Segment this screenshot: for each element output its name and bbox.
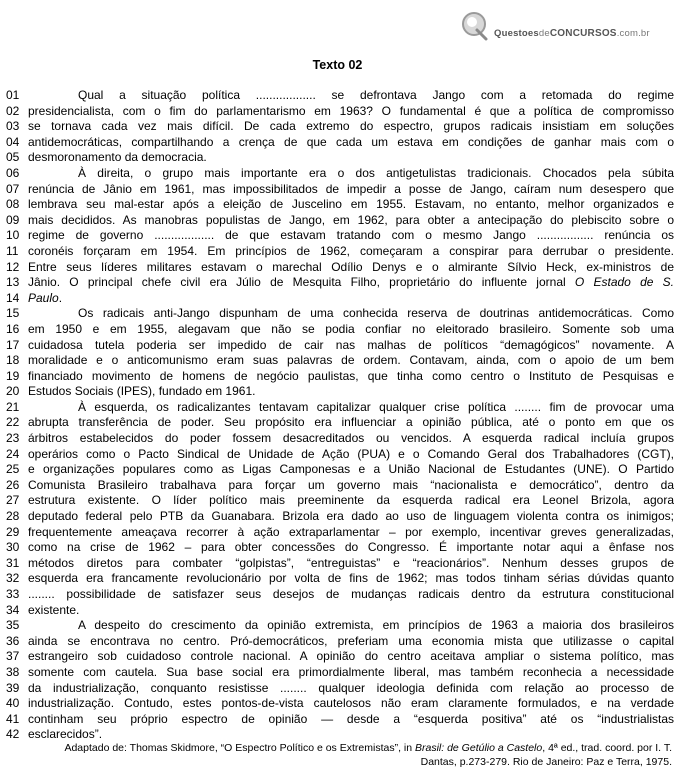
line-number: 36 — [6, 633, 20, 648]
line-text: Entre seus líderes militares estavam o marechal Odílio Denys e o almirante Sílvio Heck, ex-ministros de — [28, 259, 674, 274]
text-line — [6, 727, 674, 743]
text-line — [6, 400, 674, 416]
text-body — [6, 88, 674, 743]
line-text: ainda se encontrava no centro. Pró-democráticos, preferiam uma economia mista que utilizasse o capital — [28, 633, 674, 648]
text-line — [6, 431, 674, 447]
line-number: 22 — [6, 415, 20, 430]
line-number: 24 — [6, 446, 20, 461]
text-line — [6, 275, 674, 291]
line-text: Paulo. — [28, 290, 63, 305]
line-text: Comunista Brasileiro trabalhava para forçar um governo mais “nacionalista e democrático”, dentro da — [28, 477, 674, 492]
line-text: presidencialista, com o fim do parlamentarismo em 1963? O fundamental é que a política de compromisso — [28, 103, 674, 118]
text-line — [6, 306, 674, 322]
line-number: 04 — [6, 134, 20, 149]
line-number: 02 — [6, 103, 20, 118]
line-text: continham seu próprio espectro de opinião — desde a “esquerda positiva” até os “industrialistas — [28, 711, 674, 726]
line-text: cuidadosa tutela poderia ser impedido de cair nas malhas de políticos “demagógicos” novamente. A — [28, 337, 674, 352]
line-number: 34 — [6, 602, 20, 617]
logo-text-prefix: Questoes — [494, 28, 539, 39]
line-number: 29 — [6, 524, 20, 539]
line-text: financiado movimento de homens de negócio paulistas, que tinha como centro o Instituto de Pesquisas e — [28, 368, 674, 383]
line-text: desmoronamento da democracia. — [28, 150, 207, 165]
line-text: da industrialização, conquanto resistisse ........ qualquer ideologia definida com relação ao processo de — [28, 680, 674, 695]
line-number: 08 — [6, 197, 20, 212]
line-number: 23 — [6, 431, 20, 446]
line-number: 10 — [6, 228, 20, 243]
line-number: 09 — [6, 212, 20, 227]
line-text: em 1950 e em 1955, alegavam que não se podia confiar no eleitorado brasileiro. Somente sob uma — [28, 321, 674, 336]
line-text: esclarecidos”. — [28, 727, 103, 742]
line-text: mais decididos. As manobras populistas de Jango, em 1962, para obter a antecipação do plebiscito sobre o — [28, 212, 674, 227]
text-line — [6, 197, 674, 213]
logo-text — [494, 28, 650, 39]
text-line — [6, 618, 674, 634]
text-line — [6, 696, 674, 712]
text-line — [6, 509, 674, 525]
source-line-2: Dantas, p.273-279. Rio de Janeiro: Paz e Terra, 1975. — [420, 755, 672, 768]
source-rest: , 4ª ed., trad. coord. por I. T. — [542, 742, 672, 754]
line-number: 11 — [6, 243, 19, 258]
line-text: se tornava cada vez mais difícil. De cada extremo do espectro, grupos radicais insistiam em soluções — [28, 119, 674, 134]
text-line — [6, 353, 674, 369]
line-text: abrupta transferência de poder. Seu propósito era influenciar a opinião pública, até o ponto em que os — [28, 415, 674, 430]
line-number: 35 — [6, 618, 20, 633]
line-number: 39 — [6, 680, 20, 695]
logo-mark-icon — [460, 10, 490, 42]
text-line — [6, 603, 674, 619]
text-line — [6, 649, 674, 665]
line-text: À direita, o grupo mais importante era o dos antigetulistas tradicionais. Chocados pela súbita — [78, 165, 674, 180]
text-line — [6, 213, 674, 229]
logo-text-main: CONCURSOS — [549, 28, 617, 39]
line-number: 37 — [6, 649, 20, 664]
line-text: renúncia de Jânio em 1961, mas impossibilitados de impedir a posse de Jango, caíram num desespero que — [28, 181, 674, 196]
line-text: ........ possibilidade de satisfazer seus desejos de mudanças radicais dentro da estrutura constitucional — [28, 587, 674, 601]
line-number: 05 — [6, 150, 20, 165]
text-line — [6, 712, 674, 728]
line-number: 17 — [6, 337, 20, 352]
newspaper-name: Paulo — [28, 290, 59, 305]
text-line — [6, 556, 674, 572]
line-number: 26 — [6, 477, 20, 492]
source-citation — [60, 742, 672, 769]
line-text: esquerda era francamente revolucionário por volta de fins de 1962; mas todos tinham sérias dúvidas quanto — [28, 571, 674, 586]
line-number: 14 — [6, 290, 20, 305]
site-logo[interactable] — [460, 8, 670, 44]
line-number: 33 — [6, 587, 20, 601]
logo-text-de: de — [538, 28, 550, 39]
logo-text-suffix: .com.br — [616, 28, 650, 39]
text-line — [6, 119, 674, 135]
line-number: 41 — [6, 711, 20, 726]
line-number: 18 — [6, 353, 20, 368]
line-number: 40 — [6, 696, 20, 711]
text-line — [6, 478, 674, 494]
line-text: coronéis forçaram em 1954. Em princípios de 1962, começaram a conspirar para derrubar o presidente. — [28, 243, 674, 258]
text-line — [6, 338, 674, 354]
line-text: estrangeiro sob cuidadoso controle nacional. A opinião do centro aceitava ampliar o sistema político, mas — [28, 649, 674, 664]
line-text: industrialização. Contudo, estes pontos-de-vista cautelosos não eram claramente formulados, e na verdade — [28, 696, 674, 711]
line-number: 01 — [6, 88, 20, 102]
line-number: 03 — [6, 119, 20, 134]
text-line — [6, 415, 674, 431]
line-text: métodos diretos para combater “golpistas”, “entreguistas” e “reacionários”. Nenhum desses grupos de — [28, 555, 674, 570]
text-line — [6, 493, 674, 509]
text-line — [6, 447, 674, 463]
text-line — [6, 104, 674, 120]
line-number: 38 — [6, 664, 20, 679]
text-line — [6, 681, 674, 697]
line-text: existente. — [28, 602, 80, 617]
line-text: Os radicais anti-Jango dispunham de uma conhecida reserva de doutrinas antidemocráticas. Como — [78, 306, 674, 321]
text-line — [6, 166, 674, 182]
line-number: 16 — [6, 321, 20, 336]
text-line — [6, 260, 674, 276]
text-title: Texto 02 — [312, 58, 363, 72]
line-text: Jânio. O principal chefe civil era Júlio de Mesquita Filho, proprietário do influente jornal O Estado de S. — [28, 275, 674, 290]
text-line — [6, 384, 674, 400]
line-text: Estudos Sociais (IPES), fundado em 1961. — [28, 384, 256, 399]
line-text: lembrava seu mal-estar após a eleição de Juscelino em 1955. Estavam, no entanto, melhor organizados e — [28, 197, 674, 212]
line-text: Qual a situação política .................. se defrontava Jango com a retomada do regime — [78, 88, 674, 102]
line-text: operários como o Pacto Sindical de Unidade de Ação (PUA) e o Comando Geral dos Trabalhadores (CGT), — [28, 446, 674, 461]
source-prefix: Adaptado de: Thomas Skidmore, “O Espectro Político e os Extremistas”, in — [64, 742, 415, 754]
text-line — [6, 665, 674, 681]
text-line — [6, 291, 674, 307]
text-line — [6, 135, 674, 151]
line-text: A despeito do crescimento da opinião extremista, em princípios de 1963 a maioria dos brasileiros — [78, 618, 674, 633]
line-number: 21 — [6, 399, 20, 414]
line-number: 15 — [6, 306, 20, 321]
text-line — [6, 462, 674, 478]
line-number: 28 — [6, 509, 20, 524]
line-text: frequentemente ameaçava recorrer à ação extraparlamentar – por exemplo, incentivar greves generalizadas, — [28, 524, 674, 539]
line-number: 06 — [6, 165, 20, 180]
line-number: 32 — [6, 571, 20, 586]
newspaper-name: O Estado de S. — [574, 275, 674, 290]
line-number: 25 — [6, 462, 20, 477]
text-line — [6, 540, 674, 556]
text-line — [6, 182, 674, 198]
line-text: como na crise de 1962 – para obter concessões do Congresso. É importante notar aqui a ênfase nos — [28, 540, 674, 555]
text-line — [6, 587, 674, 603]
text-line — [6, 525, 674, 541]
line-text: estrutura existente. O líder político mais preeminente da esquerda radical era Leonel Brizola, agora — [28, 493, 674, 508]
source-book: Brasil: de Getúlio a Castelo — [415, 742, 543, 754]
line-number: 07 — [6, 181, 20, 196]
text-line — [6, 322, 674, 338]
line-text: antidemocráticas, compartilhando a crença de que cada um estava em condições de ganhar mais com o — [28, 134, 674, 149]
text-line — [6, 369, 674, 385]
text-line — [6, 228, 674, 244]
line-text: somente com cautela. Sua base social era primordialmente liberal, mas também reconhecia a necessidade — [28, 664, 674, 679]
source-line-1 — [60, 742, 672, 756]
line-number: 12 — [6, 259, 20, 274]
text-line — [6, 634, 674, 650]
line-text: árbitros estabelecidos do poder fossem desacreditados ou vencidos. A esquerda radical incluía grupos — [28, 431, 674, 446]
line-text: À esquerda, os radicalizantes tentavam capitalizar qualquer crise política ........ fim de provocar uma — [78, 399, 674, 414]
text-line — [6, 88, 674, 104]
line-text: deputado federal pelo PTB da Guanabara. Brizola era dado ao uso de linguagem violenta contra os inimigos; — [28, 509, 674, 524]
line-number: 30 — [6, 540, 20, 555]
line-number: 13 — [6, 275, 20, 290]
line-text: moralidade e o anticomunismo eram suas palavras de ordem. Contavam, ainda, com o apoio de um bem — [28, 353, 674, 368]
line-number: 19 — [6, 368, 20, 383]
line-text: e organizações populares como as Ligas Camponesas e a União Nacional de Estudantes (UNE). O Partido — [28, 462, 674, 477]
line-number: 27 — [6, 493, 20, 508]
line-number: 42 — [6, 727, 20, 742]
line-number: 20 — [6, 384, 20, 399]
line-number: 31 — [6, 555, 20, 570]
line-text: regime de governo .................. de que estavam tratando com o mesmo Jango ................. renúncia os — [28, 228, 674, 243]
text-line — [6, 571, 674, 587]
text-line — [6, 150, 674, 166]
text-line — [6, 244, 674, 260]
